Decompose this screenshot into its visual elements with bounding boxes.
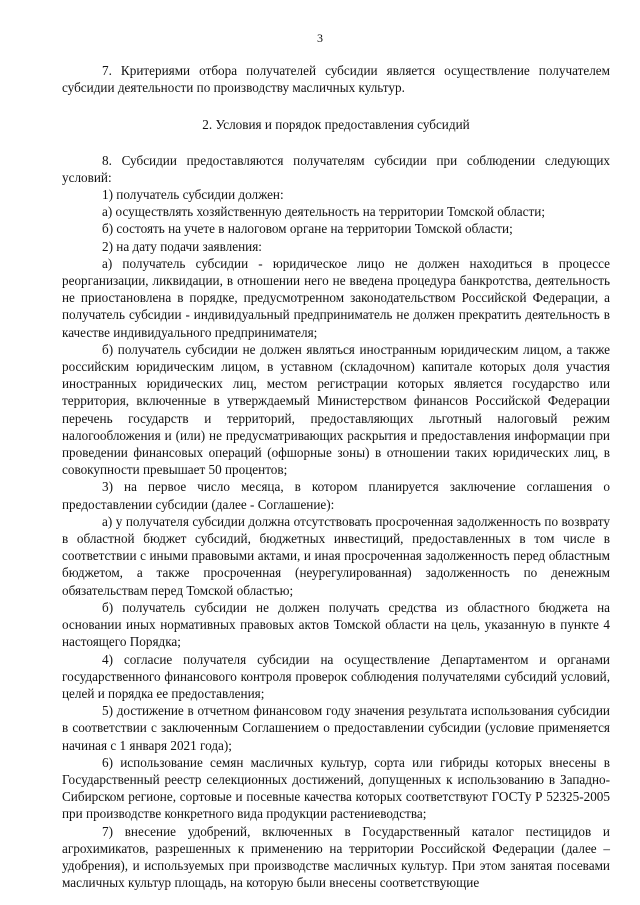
paragraph-item-3a: а) у получателя субсидии должна отсутствовать просроченная задолженность по возврату в областной бюджет субсидий, бюджетных инвестиций, предоставленных в том числе в соответствии с иными правовыми актами, и иная просроченная задолженность перед областным бюджетом, а также просроченная (неурегулированная) задолженность по денежным обязательствам перед Томской областью; — [62, 513, 610, 598]
page-number: 3 — [317, 31, 323, 45]
paragraph-item-4: 4) согласие получателя субсидии на осуществление Департаментом и органами государственного финансового контроля проверок соблюдения получателями субсидий условий, целей и порядка ее предоставления; — [62, 651, 610, 701]
paragraph-item-1b: б) состоять на учете в налоговом органе на территории Томской области; — [102, 221, 513, 237]
paragraph-conditions: 8. Субсидии предоставляются получателям субсидии при соблюдении следующих условий: — [62, 152, 610, 185]
section-heading: 2. Условия и порядок предоставления субсидий — [202, 117, 470, 133]
paragraph-item-3b: б) получатель субсидии не должен получать средства из областного бюджета на основании иных нормативных правовых актов Томской области на цель, указанную в пункте 4 настоящего Порядка; — [62, 599, 610, 650]
paragraph-item-3: 3) на первое число месяца, в котором планируется заключение соглашения о предоставлении субсидии (далее - Соглашение): — [62, 479, 610, 512]
paragraph-criteria: 7. Критериями отбора получателей субсидии является осуществление получателем субсидии деятельности по производству масличных культур. — [62, 63, 610, 96]
paragraph-item-2b: б) получатель субсидии не должен являться иностранным юридическим лицом, а также российским юридическим лицом, в уставном (складочном) капитале которых доля участия иностранных юридических лиц, местом регистрации которых является государство или территория, включенные в утверждаемый Министерством финансов Российской Федерации перечень государств и территорий, предоставляющих льготный налоговый режим налогообложения и (или) не предусматривающих раскрытия и предоставления информации при проведении финансовых операций (офшорные зоны) в отношении таких юридических лиц, в совокупности превышает 50 процентов; — [62, 341, 610, 478]
paragraph-item-1a: а) осуществлять хозяйственную деятельность на территории Томской области; — [102, 204, 545, 220]
paragraph-item-2a: а) получатель субсидии - юридическое лицо не должен находиться в процессе реорганизации, ликвидации, в отношении него не введена процедура банкротства, деятельность не приостановлена в порядке, предусмотренном законодательством Российской Федерации, а получатель субсидии - индивидуальный предприниматель не должен прекратить деятельность в качестве индивидуального предпринимателя; — [62, 255, 610, 340]
paragraph-item-1: 1) получатель субсидии должен: — [102, 187, 284, 203]
paragraph-item-7: 7) внесение удобрений, включенных в Государственный каталог пестицидов и агрохимикатов, разрешенных к применению на территории Российской Федерации (далее – удобрения), и используемых при производстве масличных культур. При этом занятая посевами масличных культур площадь, на которую были внесены соответствующие — [62, 823, 610, 891]
paragraph-item-6: 6) использование семян масличных культур, сорта или гибриды которых внесены в Государственный реестр селекционных достижений, допущенных к использованию в Западно-Сибирском регионе, сортовые и посевные качества которых соответствуют ГОСТу Р 52325-2005 при производстве конкретного вида продукции растениеводства; — [62, 754, 610, 822]
paragraph-item-5: 5) достижение в отчетном финансовом году значения результата использования субсидии в соответствии с заключенным Соглашением о предоставлении субсидии (условие применяется начиная с 1 января 2021 года); — [62, 703, 610, 753]
document-body — [62, 62, 610, 891]
paragraph-item-2: 2) на дату подачи заявления: — [102, 238, 262, 254]
